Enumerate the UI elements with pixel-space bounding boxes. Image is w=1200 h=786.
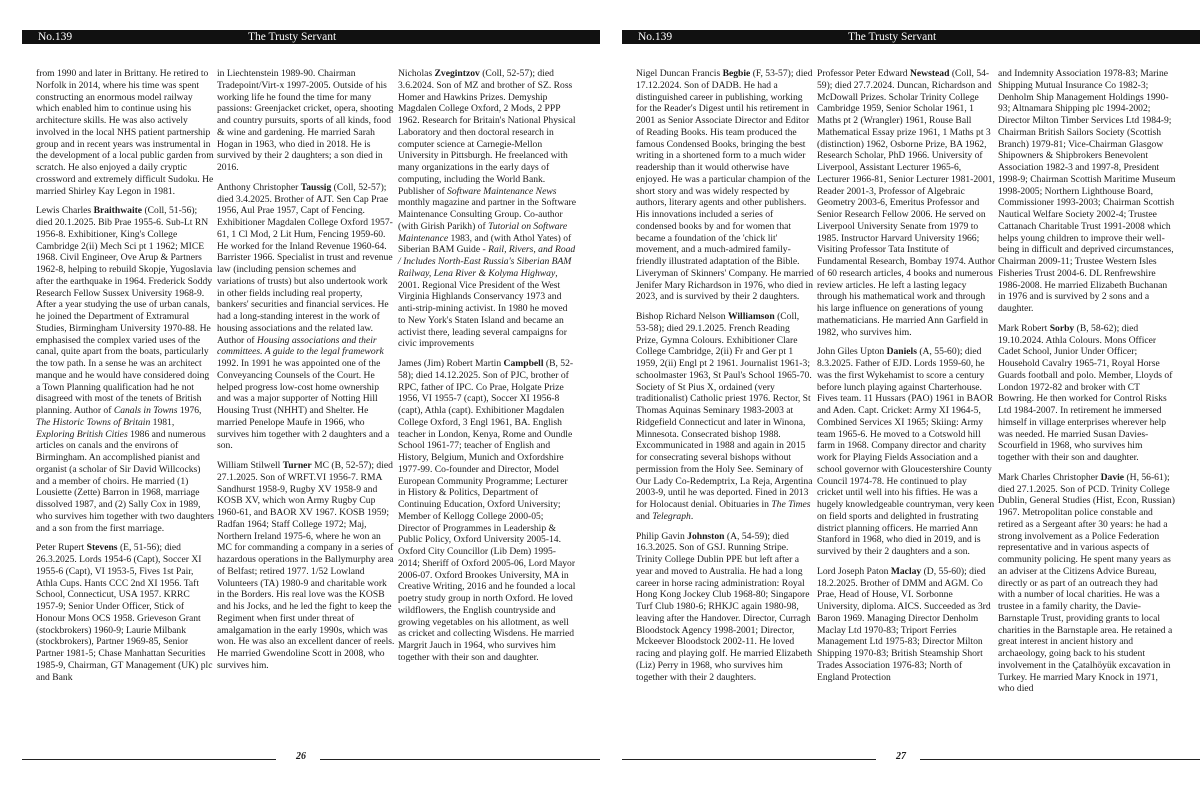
issue-number: No.139 [38, 31, 73, 43]
obituary-paragraph: Nigel Duncan Francis Begbie (F, 53-57); died 17.12.2024. Son of DADB. He had a distinguished career in publishing, working for the Reader's Digest until his retirement in 2001 as Senior Associate Director and Editor of Reading Books. His team produced the famous Condensed Books, bringing the best writing in a shortened form to a much wider readership than it would otherwise have enjoyed. He was a particular champion of the short story and was widely respected by authors, literary agents and other publishers. His innovations included a series of condensed books by and for women that became a foundation of the 'chick lit' movement, and a much-admired family-friendly illustrated adaptation of the Bible. Liveryman of Skinners' Company. He married Jenifer Mary Richardson in 1976, who died in 2023, and is survived by their 2 daughters. [636, 68, 814, 303]
magazine-title: The Trusty Servant [248, 31, 337, 43]
obituary-paragraph: Professor Peter Edward Newstead (Coll, 54-59); died 27.7.2024. Duncan, Richardson and McDowall Prizes. Scholar Trinity College Cambridge 1959, Senior Scholar 1961, 1 Maths pt 2 (Wrangler) 1961, Rouse Ball Mathematical Essay prize 1961, 1 Maths pt 3 (distinction) 1962, Osborne Prize, BA 1962, Research Scholar, PhD 1966. University of Liverpool, Assistant Lecturer 1965-6, Lecturer 1966-81, Senior Lecturer 1981-2001, Reader 2001-3, Professor of Algebraic Geometry 2003-6, Emeritus Professor and Senior Research Fellow 2006. He served on Liverpool University Senate from 1979 to 1985. Instructor Harvard University 1966; Visiting Professor Tata Institute of Fundamental Research, Bombay 1974. Author of 60 research articles, 4 books and numerous review articles. He left a lasting legacy through his mathematical work and through his large influence on generations of young mathematicians. He married Ann Garfield in 1982, who survives him. [817, 68, 995, 338]
footer-rule [920, 759, 1200, 760]
page-footer [22, 746, 600, 770]
right-page [622, 0, 1200, 786]
obituary-paragraph: Philip Gavin Johnston (A, 54-59); died 16.3.2025. Son of GSJ. Running Stripe. Trinity College Dublin PPE but left after a year and moved to Australia. He had a long career in horse racing administration: Royal Hong Kong Jockey Club 1968-80; Singapore Turf Club 1980-6; RHKJC again 1980-98, leaving after the Handover. Director, Curragh Bloodstock Agency 1998-2001; Director, Mckeever Bloodstock 2002-11. He loved racing and playing golf. He married Elizabeth (Liz) Perry in 1968, who survives him together with their 2 daughters. [636, 530, 813, 683]
footer-rule [622, 759, 876, 760]
footer-rule [22, 759, 276, 760]
obituary-paragraph: in Liechtenstein 1989-90. Chairman Tradepoint/Virt-x 1997-2005. Outside of his working life he found the time for many passions: Greenjacket cricket, opera, shooting and country pursuits, sports of all kinds, food & wine and gardening. He married Sarah Hogan in 1963, who died in 2018. He is survived by their 2 daughters; a son died in 2016. [217, 68, 394, 173]
obituary-paragraph: Peter Rupert Stevens (E, 51-56); died 26.3.2025. Lords 1954-6 (Capt), Soccer XI 1955-6 (Capt), VI 1953-5, Fives 1st Pair, Athla Cups. Hants CCC 2nd XI 1956. Taft School, Connecticut, USA 1957. KRRC 1957-9; Senior Under Officer, Stick of Honour Mons OCS 1958. Grieveson Grant (stockbrokers) 1960-9; Laurie Milbank (stockbrokers), Partner 1969-85, Senior Partner 1981-5; Chase Manhattan Securities 1985-9, Chairman, GT Management (UK) plc and Bank [36, 542, 213, 683]
obituary-paragraph: from 1990 and later in Brittany. He retired to Norfolk in 2014, where his time was spent constructing an enormous model railway which enabled him to continue using his architecture skills. He was also actively involved in the local NHS patient partnership group and in recent years was instrumental in the development of a local public garden from scratch. He also enjoyed a daily cryptic crossword and extremely difficult Sudoku. He married Shirley Kay Legon in 1981. [36, 68, 214, 197]
text-column [817, 68, 995, 691]
running-head [622, 30, 1200, 44]
issue-number: No.139 [638, 31, 673, 43]
running-head [22, 30, 600, 44]
obituary-paragraph: Nicholas Zvegintzov (Coll, 52-57); died 3.6.2024. Son of MZ and brother of SZ. Ross Homer and Hawkins Prizes. Demyship Magdalen College Oxford, 2 Mods, 2 PPP 1962. Research for Britain's National Physical Laboratory and then doctoral research in computer science at Carnegie-Mellon University in Pittsburgh. He freelanced with many organizations in the early days of computing, including the World Bank. Publisher of Software Maintenance News monthly magazine and partner in the Software Maintenance Consulting Group. Co-author (with Girish Parikh) of Tutorial on Software Maintenance 1983, and (with Athol Yates) of Siberian BAM Guide - Rail, Rivers, and Road / Includes North-East Russia's Siberian BAM Railway, Lena River & Kolyma Highway, 2001. Regional Vice President of the West Virginia Highlands Conservancy 1973 and anti-strip-mining activist. In 1980 he moved to New York's Staten Island and became an activist there, leading several campaigns for civic improvements [398, 68, 576, 350]
obituary-paragraph: Anthony Christopher Taussig (Coll, 52-57); died 3.4.2025. Brother of AJT. Sen Cap Prae 1956, Aul Prae 1957, Capt of Fencing. Exhibitioner Magdalen College Oxford 1957-61, 1 Cl Mod, 2 Lit Hum, Fencing 1959-60. He worked for the Inland Revenue 1960-64. Barrister 1966. Specialist in trust and revenue law (including pension schemes and variations of trusts) but also undertook work in other fields including real property, bankers' securities and financial services. He had a long-standing interest in the work of housing associations and the related law. Author of Housing associations and their committees. A guide to the legal framework 1992. In 1991 he was appointed one of the Conveyancing Counsels of the Court. He helped progress low-cost home ownership and was a major supporter of Notting Hill Housing Trust (NHHT) and Shelter. He married Penelope Maufe in 1966, who survives him together with 2 daughters and a son. [217, 181, 393, 452]
obituary-paragraph: Mark Charles Christopher Davie (H, 56-61); died 27.1.2025. Son of PCD. Trinity College Dublin, General Studies (Hist, Econ, Russian) 1967. Metropolitan police constable and retired as a Sergeant after 30 years: he had a strong involvement as a Police Federation representative and in various aspects of community policing. He spent many years as an adviser at the Citizens Advice Bureau, directly or as part of an outreach they had with a number of local charities. He was a trustee in a family charity, the Davie-Barnstaple Trust, providing grants to local charities in the Barnstaple area. He retained a great interest in ancient history and archaeology, going back to his student involvement in the Çatalhöyük excavation in Turkey. He married Mary Knock in 1971, who died [998, 471, 1175, 695]
obituary-paragraph: John Giles Upton Daniels (A, 55-60); died 8.3.2025. Father of EJD. Lords 1959-60, he was the first Wykehamist to score a century before lunch playing against Charterhouse. Fives team. 11 Hussars (PAO) 1961 in BAOR and Aden. Capt. Cricket: Army XI 1964-5, Combined Services XI 1965; Skiing: Army team 1965-6. He moved to a Cotswold hill farm in 1968. Company director and charity work for Playing Fields Association and a school governor with Gloucestershire County Council 1974-78. He continued to play cricket until well into his fifties. He was a hugely knowledgeable countryman, very keen on field sports and delighted in frustrating district planning officers. He married Ann Stanford in 1968, who died in 2019, and is survived by their 2 daughters and a son. [817, 346, 995, 557]
text-column [998, 68, 1176, 703]
obituary-paragraph: William Stilwell Turner MC (B, 52-57); died 27.1.2025. Son of WRFT.VI 1956-7. RMA Sandhurst 1958-9, Rugby XV 1958-9 and KOSB XV, which won Army Rugby Cup 1960-61, and BAOR XV 1967. KOSB 1959; Radfan 1964; Staff College 1972; Maj, Northern Ireland 1975-6, where he won an MC for commanding a company in a series of hazardous operations in the Ballymurphy area of Belfast; retired 1977. 1/52 Lowland Volunteers (TA) 1980-9 and charitable work in the Borders. His real love was the KOSB and his Jocks, and he led the fight to keep the Regiment when first under threat of amalgamation in the early 1990s, which was won. He was also an excellent dancer of reels. He married Gwendoline Scott in 2008, who survives him. [217, 460, 395, 671]
page-number: 27 [896, 751, 906, 762]
text-column [217, 68, 395, 680]
obituary-paragraph: Lord Joseph Paton Maclay (D, 55-60); died 18.2.2025. Brother of DMM and AGM. Co Prae, Head of House, VI. Sorbonne University, diploma. AICS. Succeeded as 3rd Baron 1969. Managing Director Denholm Maclay Ltd 1970-83; Triport Ferries Management Ltd 1975-83; Director Milton Shipping 1970-83; British Steamship Short Trades Association 1976-83; North of England Protection [817, 565, 991, 683]
page-number: 26 [296, 751, 306, 762]
obituary-paragraph: and Indemnity Association 1978-83; Marine Shipping Mutual Insurance Co 1982-3; Denholm Ship Management Holdings 1990-93; Altnamara Shipping plc 1994-2002; Director Milton Timber Services Ltd 1984-9; Chairman British Sailors Society (Scottish Branch) 1979-81; Vice-Chairman Glasgow Shipowners & Shipbrokers Benevolent Association 1982-3 and 1997-8, President 1998-9; Chairman Scottish Maritime Museum 1998-2005; Northern Lighthouse Board, Commissioner 1993-2003; Chairman Scottish Nautical Welfare Society 2002-4; Trustee Cattanach Charitable Trust 1991-2008 which helps young children to improve their well-being in difficult and deprived circumstances, Chairman 2009-11; Trustee Western Isles Fisheries Trust 2004-6. DL Renfrewshire 1986-2008. He married Elizabeth Buchanan in 1976 and is survived by 2 sons and a daughter. [998, 68, 1176, 314]
obituary-paragraph: Bishop Richard Nelson Williamson (Coll, 53-58); died 29.1.2025. French Reading Prize, Gymna Colours. Exhibitioner Clare College Cambridge, 2(ii) Fr and Ger pt 1 1959, 2(ii) Engl pt 2 1961. Journalist 1961-3; schoolmaster 1963, St Paul's School 1965-70. Society of St Pius X, ordained (very traditionalist) Catholic priest 1976. Rector, St Thomas Aquinas Seminary 1983-2003 at Ridgefield Connecticut and later in Winona, Minnesota. Consecrated bishop 1988. Excommunicated in 1988 and again in 2015 for consecrating several bishops without permission from the Holy See. Seminary of Our Lady Co-Redemptrix, La Reja, Argentina 2003-9, until he was deported. Fined in 2013 for Holocaust denial. Obituaries in The Times and Telegraph. [636, 311, 813, 522]
left-page [22, 0, 600, 786]
obituary-paragraph: Mark Robert Sorby (B, 58-62); died 19.10.2024. Athla Colours. Mons Officer Cadet School, Junior Under Officer; Household Cavalry 1965-71, Royal Horse Guards football and polo. Member, Lloyds of London 1972-82 and broker with CT Bowring. He then worked for Control Risks Ltd 1984-2007. In retirement he immersed himself in village enterprises wherever help was needed. He married Susan Davies-Scourfield in 1968, who survives him together with their son and daughter. [998, 322, 1173, 463]
magazine-title: The Trusty Servant [848, 31, 937, 43]
text-column [636, 68, 814, 691]
obituary-paragraph: James (Jim) Robert Martin Campbell (B, 52-58); died 14.12.2025. Son of PJC, brother of RPC, father of IPC. Co Prae, Holgate Prize 1956, VI 1955-7 (capt), Soccer XI 1956-8 (capt), Athla (capt). Exhibitioner Magdalen College Oxford, 3 Engl 1961, BA. English teacher in London, Kenya, Rome and Oundle School 1961-77; teacher of English and History, Belgium, Munich and Oxfordshire 1977-99. Co-founder and Director, Model European Community Programme; Lecturer in History & Politics, Department of Continuing Education, Oxford University; Member of Kellogg College 2000-05; Director of Programmes in Leadership & Public Policy, Oxford University 2005-14. Oxford City Councillor (Lib Dem) 1995-2014; Sheriff of Oxford 2005-06, Lord Mayor 2006-07. Oxford Brookes University, MA in Creative Writing, 2016 and he founded a local poetry study group in north Oxford. He loved wildflowers, the English countryside and growing vegetables on his allotment, as well as cricket and collecting Wisdens. He married Margrit Jauch in 1964, who survives him together with their son and daughter. [398, 358, 576, 663]
footer-rule [320, 759, 600, 760]
text-column [36, 68, 214, 691]
obituary-paragraph: Lewis Charles Braithwaite (Coll, 51-56); died 20.1.2025. Bib Prae 1955-6. Sub-Lt RN 1956-8. Exhibitioner, King's College Cambridge 2(ii) Mech Sci pt 1 1962; MICE 1968. Civil Engineer, Ove Arup & Partners 1962-8, helping to rebuild Skopje, Yugoslavia after the earthquake in 1964. Frederick Soddy Research Fellow Sussex University 1968-9. After a year studying the use of urban canals, he joined the Department of Extramural Studies, Birmingham University 1970-88. He emphasised the complex varied uses of the canal, quite apart from the boats, particularly the tow path. In a sense he was an architect manque and he would have considered doing a Town Planning qualification had he not disagreed with most of the tenets of British planning. Author of Canals in Towns 1976, The Historic Towns of Britain 1981, Exploring British Cities 1986 and numerous articles on canals and the environs of Birmingham. An accomplished pianist and organist (a scholar of Sir David Willcocks) and a member of choirs. He married (1) Lousiette (Zette) Barron in 1968, marriage dissolved 1987, and (2) Sally Cox in 1989, who survives him together with two daughters and a son from the first marriage. [36, 205, 214, 534]
text-column [398, 68, 576, 672]
page-footer [622, 746, 1200, 770]
